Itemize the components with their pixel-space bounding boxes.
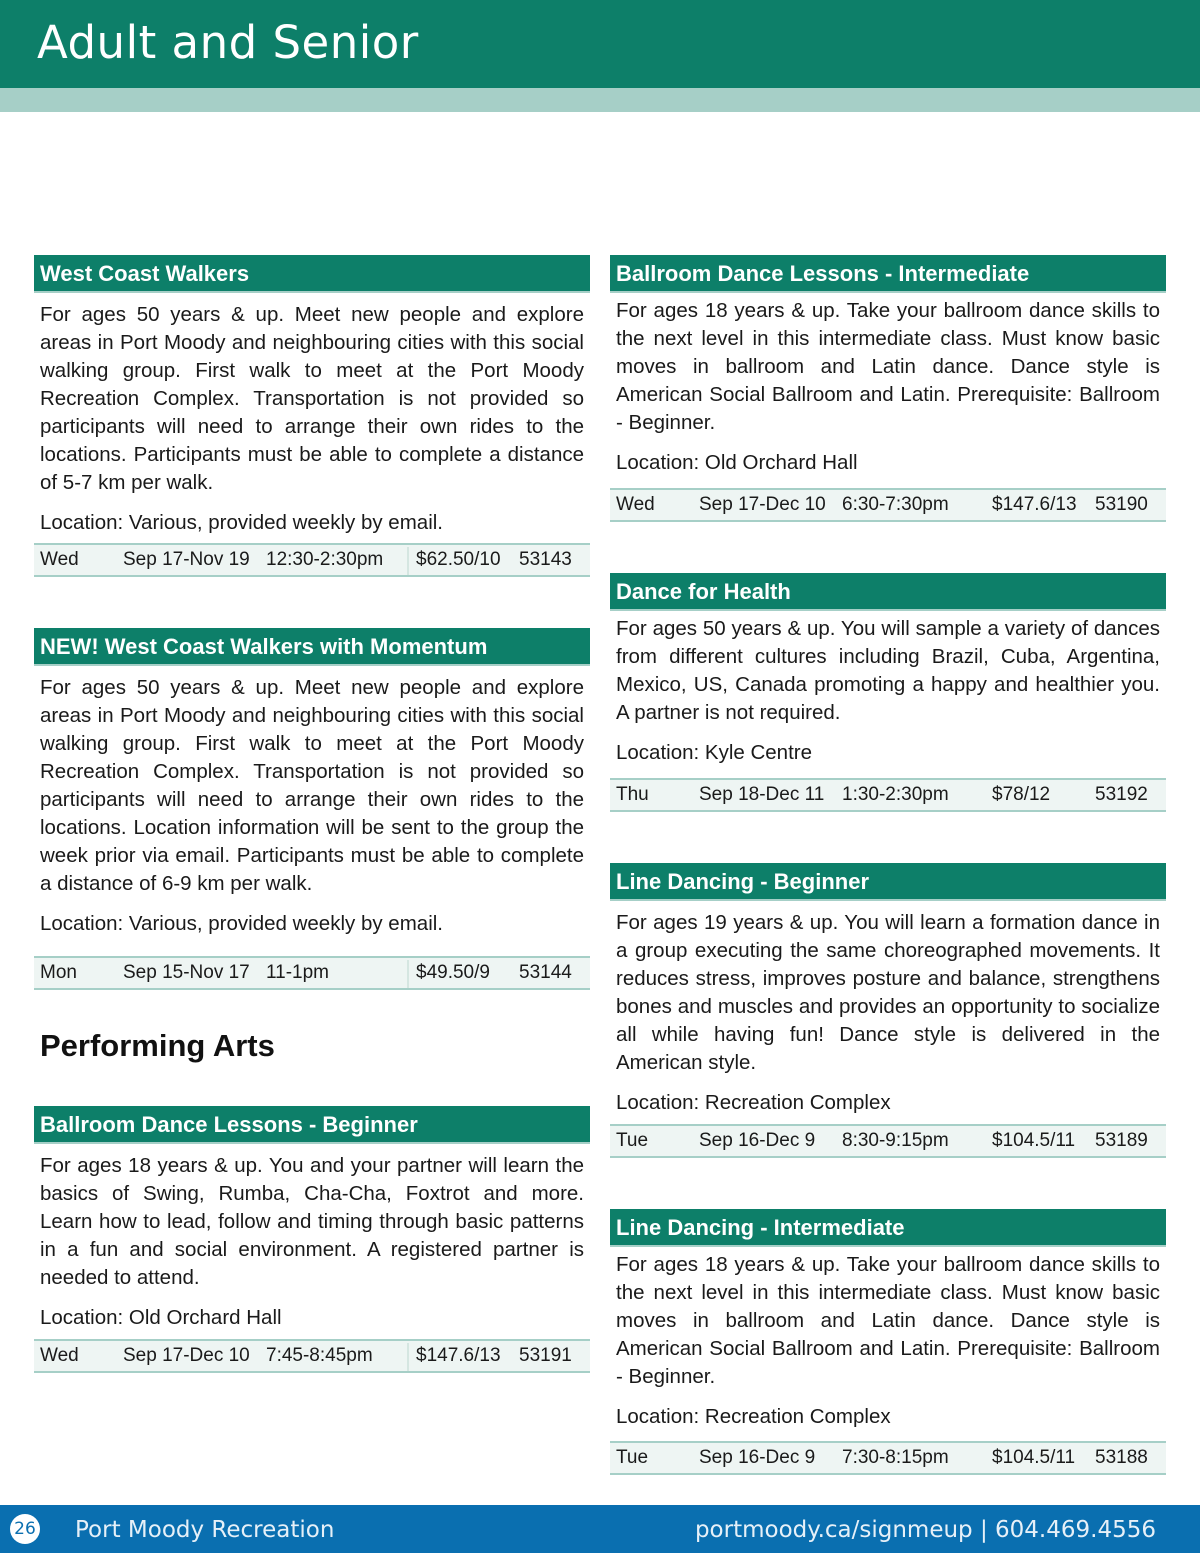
program-location: Location: Old Orchard Hall bbox=[616, 451, 858, 474]
schedule-dates: Sep 17-Dec 10 bbox=[699, 494, 826, 515]
schedule-day: Tue bbox=[616, 1130, 649, 1151]
program-title: West Coast Walkers bbox=[34, 255, 590, 293]
program-dance-for-health bbox=[610, 573, 1166, 767]
program-location: Location: Various, provided weekly by email. bbox=[40, 912, 443, 935]
program-title: NEW! West Coast Walkers with Momentum bbox=[34, 628, 590, 666]
schedule-day: Wed bbox=[40, 549, 79, 570]
schedule-price: $62.50/10 bbox=[416, 549, 501, 570]
schedule-day: Wed bbox=[40, 1345, 79, 1366]
footer-organization: Port Moody Recreation bbox=[75, 1517, 335, 1543]
column-divider bbox=[407, 960, 409, 988]
program-title: Ballroom Dance Lessons - Intermediate bbox=[610, 255, 1166, 293]
schedule-row bbox=[610, 778, 1166, 812]
schedule-row bbox=[34, 543, 590, 577]
page-number: 26 bbox=[10, 1514, 40, 1544]
program-west-coast-walkers bbox=[34, 255, 590, 537]
schedule-price: $147.6/13 bbox=[416, 1345, 501, 1366]
program-line-dancing-beginner bbox=[610, 863, 1166, 1117]
program-west-coast-walkers-momentum bbox=[34, 628, 590, 938]
program-ballroom-beginner bbox=[34, 1106, 590, 1332]
program-location: Location: Kyle Centre bbox=[616, 741, 813, 764]
program-location: Location: Old Orchard Hall bbox=[40, 1306, 282, 1329]
header-band bbox=[0, 88, 1200, 112]
schedule-dates: Sep 17-Nov 19 bbox=[123, 549, 250, 570]
program-title: Line Dancing - Intermediate bbox=[610, 1209, 1166, 1247]
program-ballroom-intermediate bbox=[610, 255, 1166, 477]
schedule-time: 6:30-7:30pm bbox=[842, 494, 949, 515]
program-description: For ages 18 years & up. Take your ballroom dance skills to the next level in this intermediate class. Must know basic moves in ballroom and Latin dance. Dance style is American Social Ballroom and Latin. Prerequisite: Ballroom - Beginner. bbox=[616, 299, 1160, 434]
schedule-dates: Sep 16-Dec 9 bbox=[699, 1130, 816, 1151]
schedule-code[interactable]: 53189 bbox=[1095, 1130, 1148, 1151]
page-header bbox=[0, 0, 1200, 88]
schedule-price: $147.6/13 bbox=[992, 494, 1077, 515]
page-title: Adult and Senior bbox=[37, 16, 419, 69]
schedule-row bbox=[34, 956, 590, 990]
schedule-day: Thu bbox=[616, 784, 649, 805]
schedule-price: $104.5/11 bbox=[992, 1130, 1076, 1151]
schedule-time: 7:30-8:15pm bbox=[842, 1447, 949, 1468]
schedule-time: 7:45-8:45pm bbox=[266, 1345, 373, 1366]
schedule-row bbox=[610, 1441, 1166, 1475]
schedule-day: Tue bbox=[616, 1447, 649, 1468]
schedule-price: $49.50/9 bbox=[416, 962, 490, 983]
schedule-row bbox=[610, 1124, 1166, 1158]
schedule-time: 8:30-9:15pm bbox=[842, 1130, 949, 1151]
schedule-price: $104.5/11 bbox=[992, 1447, 1076, 1468]
schedule-price: $78/12 bbox=[992, 784, 1051, 805]
schedule-code[interactable]: 53143 bbox=[519, 549, 572, 570]
schedule-row bbox=[610, 488, 1166, 522]
program-location: Location: Various, provided weekly by email. bbox=[40, 511, 443, 534]
footer-contact-link[interactable]: portmoody.ca/signmeup | 604.469.4556 bbox=[694, 1517, 1156, 1543]
program-location: Location: Recreation Complex bbox=[616, 1405, 891, 1428]
schedule-day: Wed bbox=[616, 494, 655, 515]
schedule-dates: Sep 15-Nov 17 bbox=[123, 962, 250, 983]
page-footer bbox=[0, 1505, 1200, 1553]
program-description: For ages 18 years & up. You and your partner will learn the basics of Swing, Rumba, Cha-Cha, Foxtrot and more. Learn how to lead, follow and timing through basic patterns in a fun and social environment. A registered partner is needed to attend. bbox=[40, 1154, 584, 1289]
program-description: For ages 50 years & up. You will sample a variety of dances from different cultures including Brazil, Cuba, Argentina, Mexico, US, Canada promoting a happy and healthier you. A partner is not required. bbox=[616, 617, 1160, 724]
schedule-code[interactable]: 53188 bbox=[1095, 1447, 1148, 1468]
schedule-dates: Sep 16-Dec 9 bbox=[699, 1447, 816, 1468]
column-divider bbox=[407, 1343, 409, 1371]
schedule-row bbox=[34, 1339, 590, 1373]
schedule-code[interactable]: 53192 bbox=[1095, 784, 1148, 805]
program-title: Ballroom Dance Lessons - Beginner bbox=[34, 1106, 590, 1144]
program-location: Location: Recreation Complex bbox=[616, 1091, 891, 1114]
column-divider bbox=[407, 547, 409, 575]
section-heading: Performing Arts bbox=[40, 1028, 275, 1063]
program-description: For ages 50 years & up. Meet new people and explore areas in Port Moody and neighbouring cities with this social walking group. First walk to meet at the Port Moody Recreation Complex. Transportation is not provided so participants will need to arrange their own rides to the locations. Participants must be able to complete a distance of 5-7 km per walk. bbox=[40, 303, 584, 494]
schedule-code[interactable]: 53190 bbox=[1095, 494, 1148, 515]
program-description: For ages 19 years & up. You will learn a formation dance in a group executing the same choreographed movements. It reduces stress, improves posture and balance, strengthens bones and muscles and provides an opportunity to socialize all while having fun! Dance style is delivered in the American style. bbox=[616, 911, 1160, 1074]
schedule-time: 11-1pm bbox=[266, 962, 330, 983]
schedule-time: 1:30-2:30pm bbox=[842, 784, 949, 805]
schedule-code[interactable]: 53191 bbox=[519, 1345, 572, 1366]
schedule-code[interactable]: 53144 bbox=[519, 962, 572, 983]
schedule-time: 12:30-2:30pm bbox=[266, 549, 384, 570]
program-description: For ages 18 years & up. Take your ballroom dance skills to the next level in this intermediate class. Must know basic moves in ballroom and Latin dance. Dance style is American Social Ballroom and Latin. Prerequisite: Ballroom - Beginner. bbox=[616, 1253, 1160, 1388]
schedule-day: Mon bbox=[40, 962, 77, 983]
program-description: For ages 50 years & up. Meet new people and explore areas in Port Moody and neighbouring cities with this social walking group. First walk to meet at the Port Moody Recreation Complex. Transportation is not provided so participants will need to arrange their own rides to the locations. Location information will be sent to the group the week prior via email. Participants must be able to complete a distance of 6-9 km per walk. bbox=[40, 676, 584, 895]
program-title: Dance for Health bbox=[610, 573, 1166, 611]
program-line-dancing-intermediate bbox=[610, 1209, 1166, 1431]
schedule-dates: Sep 17-Dec 10 bbox=[123, 1345, 250, 1366]
program-title: Line Dancing - Beginner bbox=[610, 863, 1166, 901]
schedule-dates: Sep 18-Dec 11 bbox=[699, 784, 825, 805]
